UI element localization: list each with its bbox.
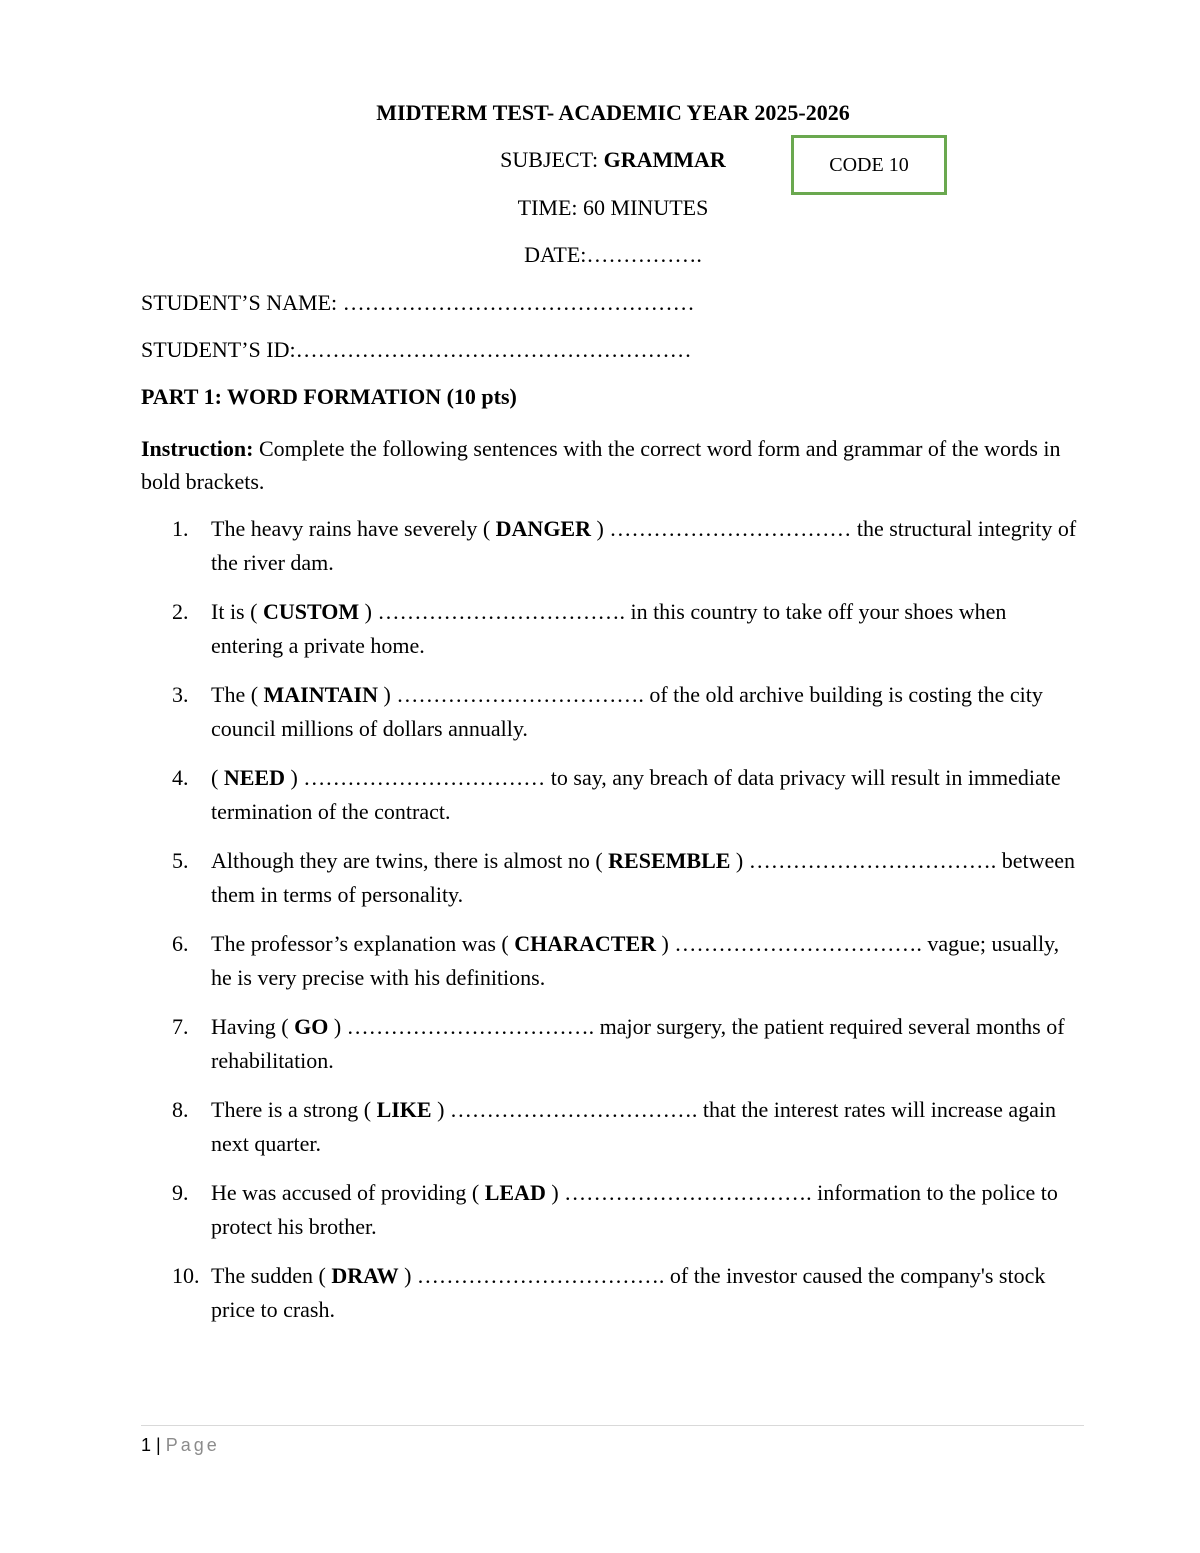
page-label: Page [165, 1435, 220, 1455]
footer-separator: | [151, 1435, 166, 1455]
code-box [791, 135, 947, 195]
question-text [211, 1176, 1081, 1244]
question-text [211, 595, 1081, 663]
question-word: GO [294, 1014, 329, 1039]
question-number: 1. [172, 516, 189, 541]
subject-value: GRAMMAR [603, 147, 726, 172]
question-word: RESEMBLE [608, 848, 731, 873]
question-after: ) ……………………………. between them in terms of personality. [211, 848, 1076, 907]
student-name-field: STUDENT’S NAME: ………………………………………… [141, 290, 695, 315]
question-after: ) …………………………… to say, any breach of data privacy will result in immediate termination of the contract. [211, 765, 1061, 824]
question-before: ( [211, 765, 224, 790]
time-line: TIME: 60 MINUTES [517, 195, 709, 220]
question-number: 8. [172, 1097, 189, 1122]
question-text [211, 1010, 1081, 1078]
question-number: 6. [172, 931, 189, 956]
instruction-text: Complete the following sentences with the correct word form and grammar of the words in bold brackets. [141, 436, 1061, 494]
page-footer [141, 1433, 220, 1457]
question-before: The sudden ( [211, 1263, 332, 1288]
page-number: 1 [141, 1435, 152, 1455]
question-after: ) ……………………………. vague; usually, he is very precise with his definitions. [211, 931, 1060, 990]
instruction-label: Instruction: [141, 436, 254, 461]
instruction [141, 432, 1091, 498]
question-after: ) ……………………………. that the interest rates will increase again next quarter. [211, 1097, 1056, 1156]
question-before: The professor’s explanation was ( [211, 931, 515, 956]
date-line: DATE:……………. [524, 242, 702, 267]
question-before: Having ( [211, 1014, 295, 1039]
subject-label: SUBJECT: [500, 147, 604, 172]
question-before: The heavy rains have severely ( [211, 516, 496, 541]
question-after: ) ……………………………. of the old archive building is costing the city council millions of dollars annually. [211, 682, 1043, 741]
question-word: CHARACTER [514, 931, 657, 956]
question-word: LEAD [484, 1180, 546, 1205]
part-heading: PART 1: WORD FORMATION (10 pts) [141, 384, 517, 409]
question-word: CUSTOM [262, 599, 360, 624]
question-number: 3. [172, 682, 189, 707]
question-text [211, 1093, 1081, 1161]
question-before: The ( [211, 682, 264, 707]
question-word: MAINTAIN [263, 682, 379, 707]
question-number: 5. [172, 848, 189, 873]
question-number: 2. [172, 599, 189, 624]
question-text [211, 927, 1081, 995]
question-after: ) ……………………………. information to the police to protect his brother. [211, 1180, 1058, 1239]
question-word: DANGER [495, 516, 591, 541]
subject-line [0, 147, 1200, 173]
question-after: ) ……………………………. of the investor caused the company's stock price to crash. [211, 1263, 1046, 1322]
question-before: It is ( [211, 599, 263, 624]
question-after: ) ……………………………. major surgery, the patient required several months of rehabilitation. [211, 1014, 1065, 1073]
question-text [211, 678, 1081, 746]
question-number: 7. [172, 1014, 189, 1039]
question-number: 10. [172, 1263, 200, 1288]
student-id-field: STUDENT’S ID:……………………………………………… [141, 337, 692, 362]
question-after: ) ……………………………. in this country to take off your shoes when entering a private home. [211, 599, 1007, 658]
question-before: There is a strong ( [211, 1097, 377, 1122]
question-before: He was accused of providing ( [211, 1180, 485, 1205]
question-text [211, 512, 1081, 580]
question-number: 4. [172, 765, 189, 790]
question-text [211, 761, 1081, 829]
code-label: CODE 10 [829, 153, 909, 176]
question-text [211, 1259, 1081, 1327]
question-number: 9. [172, 1180, 189, 1205]
footer-divider [141, 1425, 1084, 1426]
question-before: Although they are twins, there is almost no ( [211, 848, 609, 873]
question-text [211, 844, 1081, 912]
question-word: LIKE [376, 1097, 432, 1122]
question-after: ) …………………………… the structural integrity of the river dam. [211, 516, 1077, 575]
question-word: DRAW [331, 1263, 399, 1288]
question-word: NEED [223, 765, 285, 790]
exam-title: MIDTERM TEST- ACADEMIC YEAR 2025-2026 [376, 100, 850, 125]
